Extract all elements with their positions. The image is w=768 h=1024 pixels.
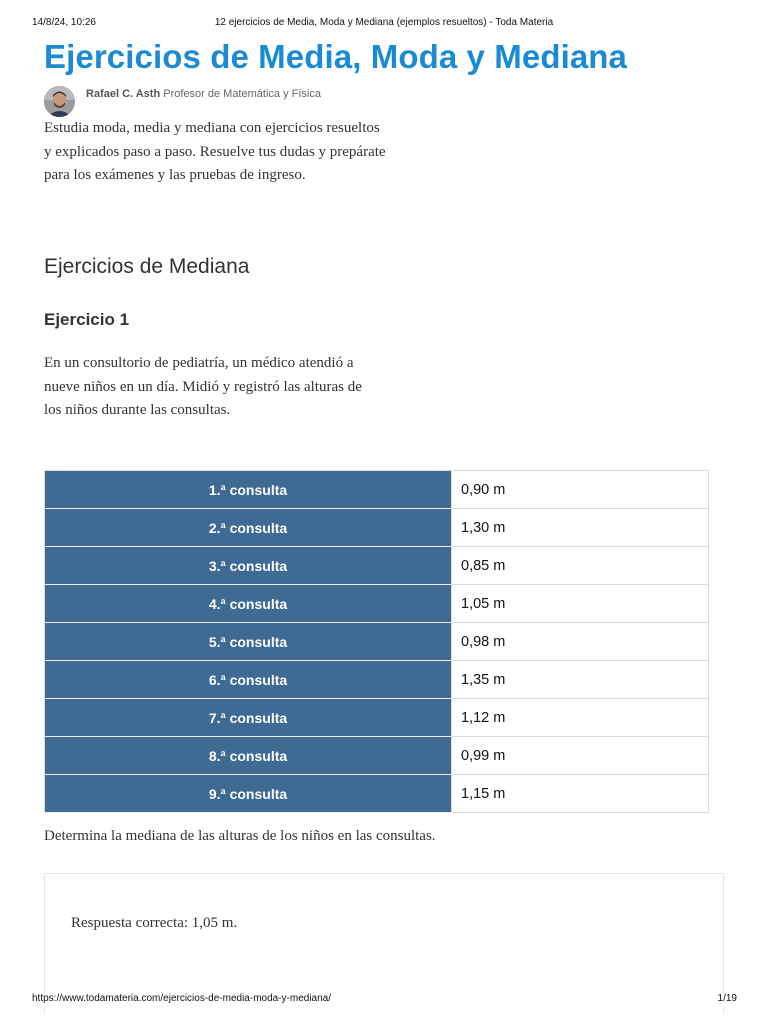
- height-value: 1,05 m: [452, 585, 709, 623]
- author-byline: [44, 86, 444, 118]
- answer-box: [44, 873, 724, 1013]
- print-date: 14/8/24, 10:26: [32, 17, 96, 28]
- consultation-label: 3.ª consulta: [45, 547, 452, 585]
- height-value: 0,85 m: [452, 547, 709, 585]
- problem-statement: En un consultorio de pediatría, un médico atendió a nueve niños en un día. Midió y registró las alturas de los niños durante las consultas.: [44, 355, 362, 418]
- table-row: [45, 737, 709, 775]
- page-url: https://www.todamateria.com/ejercicios-de-media-moda-y-mediana/: [32, 993, 332, 1004]
- answer-text: Respuesta correcta: 1,05 m.: [71, 915, 238, 931]
- table-row: [45, 547, 709, 585]
- consultation-label: 1.ª consulta: [45, 471, 452, 509]
- consultation-label: 8.ª consulta: [45, 737, 452, 775]
- print-page-title: 12 ejercicios de Media, Moda y Mediana (ejemplos resueltos) - Toda Materia: [214, 17, 554, 28]
- print-header: [0, 17, 768, 31]
- author-avatar[interactable]: [44, 86, 75, 117]
- author-name[interactable]: Rafael C. Asth: [86, 88, 161, 100]
- avatar-portrait-icon: [44, 86, 75, 117]
- height-value: 0,98 m: [452, 623, 709, 661]
- consultation-label: 2.ª consulta: [45, 509, 452, 547]
- heights-table: [44, 470, 709, 813]
- table-row: [45, 585, 709, 623]
- question-text: Determina la mediana de las alturas de los niños en las consultas.: [44, 828, 436, 844]
- height-value: 1,35 m: [452, 661, 709, 699]
- intro-paragraph: Estudia moda, media y mediana con ejercicios resueltos y explicados paso a paso. Resuelve tus dudas y prepárate para los exámenes y las pruebas de ingreso.: [44, 120, 386, 183]
- table-row: [45, 471, 709, 509]
- height-value: 1,30 m: [452, 509, 709, 547]
- consultation-label: 5.ª consulta: [45, 623, 452, 661]
- height-value: 1,12 m: [452, 699, 709, 737]
- table-row: [45, 661, 709, 699]
- table-row: [45, 623, 709, 661]
- author-info: [86, 88, 321, 100]
- consultation-label: 4.ª consulta: [45, 585, 452, 623]
- consultation-label: 6.ª consulta: [45, 661, 452, 699]
- height-value: 1,15 m: [452, 775, 709, 813]
- table-row: [45, 775, 709, 813]
- page-number: 1/19: [717, 993, 737, 1004]
- print-footer: [0, 993, 768, 1007]
- table-row: [45, 509, 709, 547]
- consultation-label: 9.ª consulta: [45, 775, 452, 813]
- author-role: Profesor de Matemática y Física: [163, 88, 321, 100]
- table-row: [45, 699, 709, 737]
- height-value: 0,90 m: [452, 471, 709, 509]
- article-title: Ejercicios de Media, Moda y Mediana: [44, 38, 628, 75]
- exercise-heading: Ejercicio 1: [44, 310, 130, 329]
- height-value: 0,99 m: [452, 737, 709, 775]
- section-heading: Ejercicios de Mediana: [44, 255, 250, 278]
- consultation-label: 7.ª consulta: [45, 699, 452, 737]
